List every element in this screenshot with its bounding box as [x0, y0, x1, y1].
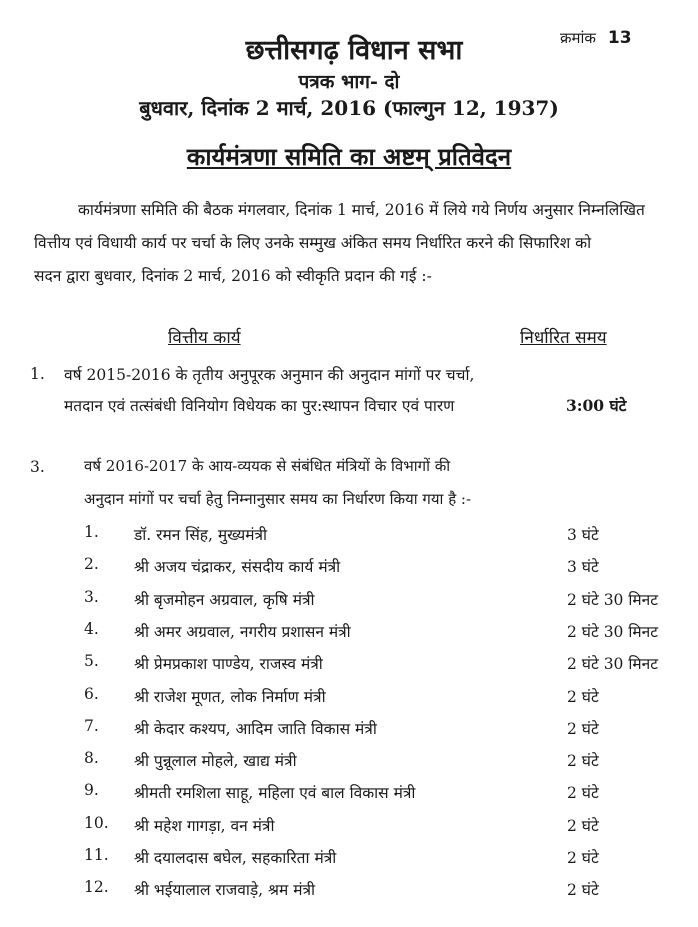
bulletin-title: पत्रक भाग- दो [298, 71, 400, 93]
intro-line: सदन द्वारा बुधवार, दिनांक 2 मार्च, 2016 को स्वीकृति प्रदान की गई :- [34, 267, 432, 285]
minister-number: 4. [84, 620, 99, 638]
minister-time: 2 घंटे 30 मिनट [567, 623, 659, 641]
minister-name: श्री अमर अग्रवाल, नगरीय प्रशासन मंत्री [134, 623, 351, 641]
minister-name: श्री केदार कश्यप, आदिम जाति विकास मंत्री [134, 720, 377, 738]
item1-number: 1. [30, 365, 45, 383]
column-header-business: वित्तीय कार्य [168, 328, 241, 348]
item3-line2: अनुदान मांगों पर चर्चा हेतु निम्नानुसार समय का निर्धारण किया गया है :- [84, 490, 472, 508]
minister-name: श्रीमती रमशिला साहू, महिला एवं बाल विकास मंत्री [134, 784, 416, 802]
minister-name: श्री प्रेमप्रकाश पाण्डेय, राजस्व मंत्री [134, 655, 323, 673]
minister-time: 2 घंटे 30 मिनट [567, 591, 659, 609]
minister-number: 7. [84, 717, 99, 735]
minister-number: 8. [84, 749, 99, 767]
minister-time: 2 घंटे [567, 688, 599, 706]
minister-name: डॉ. रमन सिंह, मुख्यमंत्री [134, 526, 268, 544]
serial-label: क्रमांक [560, 29, 596, 47]
minister-time: 2 घंटे [567, 784, 599, 802]
minister-number: 2. [84, 555, 99, 573]
minister-name: श्री अजय चंद्राकर, संसदीय कार्य मंत्री [134, 558, 341, 576]
assembly-title: छत्तीसगढ़ विधान सभा [245, 35, 463, 66]
intro-line: वित्तीय एवं विधायी कार्य पर चर्चा के लिए उनके सम्मुख अंकित समय निर्धारित करने की सिफारिश को [34, 234, 592, 252]
item3-number: 3. [30, 458, 45, 476]
minister-time: 3 घंटे [567, 526, 599, 544]
minister-name: श्री भईयालाल राजवाड़े, श्रम मंत्री [134, 881, 316, 899]
minister-time: 2 घंटे [567, 849, 599, 867]
minister-number: 5. [84, 652, 99, 670]
minister-number: 11. [84, 846, 109, 864]
minister-number: 6. [84, 685, 99, 703]
minister-time: 2 घंटे [567, 881, 599, 899]
report-title: कार्यमंत्रणा समिति का अष्टम् प्रतिवेदन [186, 142, 512, 171]
serial-value: 13 [607, 28, 632, 48]
minister-number: 1. [84, 523, 99, 541]
minister-time: 2 घंटे [567, 752, 599, 770]
minister-number: 9. [84, 781, 99, 799]
bulletin-date: बुधवार, दिनांक 2 मार्च, 2016 (फाल्गुन 12, 1937) [139, 96, 559, 120]
minister-number: 12. [84, 878, 109, 896]
minister-number: 3. [84, 588, 99, 606]
column-header-time: निर्धारित समय [520, 328, 607, 348]
minister-time: 3 घंटे [567, 558, 599, 576]
item1-time: 3:00 घंटे [566, 396, 627, 415]
minister-name: श्री राजेश मूणत, लोक निर्माण मंत्री [134, 688, 326, 706]
item1-line2: मतदान एवं तत्संबंधी विनियोग विधेयक का पुर:स्थापन विचार एवं पारण [64, 397, 455, 415]
intro-line: कार्यमंत्रणा समिति की बैठक मंगलवार, दिनांक 1 मार्च, 2016 में लिये गये निर्णय अनुसार निम्नलिखित [78, 201, 645, 219]
minister-time: 2 घंटे 30 मिनट [567, 655, 659, 673]
minister-time: 2 घंटे [567, 817, 599, 835]
item1-line1: वर्ष 2015-2016 के तृतीय अनुपूरक अनुमान की अनुदान मांगों पर चर्चा, [64, 366, 475, 384]
item3-line1: वर्ष 2016-2017 के आय-व्ययक से संबंधित मंत्रियों के विभागों की [84, 457, 451, 475]
minister-name: श्री दयालदास बघेल, सहकारिता मंत्री [134, 849, 337, 867]
minister-name: श्री पुन्नूलाल मोहले, खाद्य मंत्री [134, 752, 297, 770]
minister-name: श्री महेश गागड़ा, वन मंत्री [134, 817, 275, 835]
minister-number: 10. [84, 814, 109, 832]
minister-name: श्री बृजमोहन अग्रवाल, कृषि मंत्री [134, 591, 315, 609]
intro-paragraph [34, 194, 666, 293]
minister-time: 2 घंटे [567, 720, 599, 738]
